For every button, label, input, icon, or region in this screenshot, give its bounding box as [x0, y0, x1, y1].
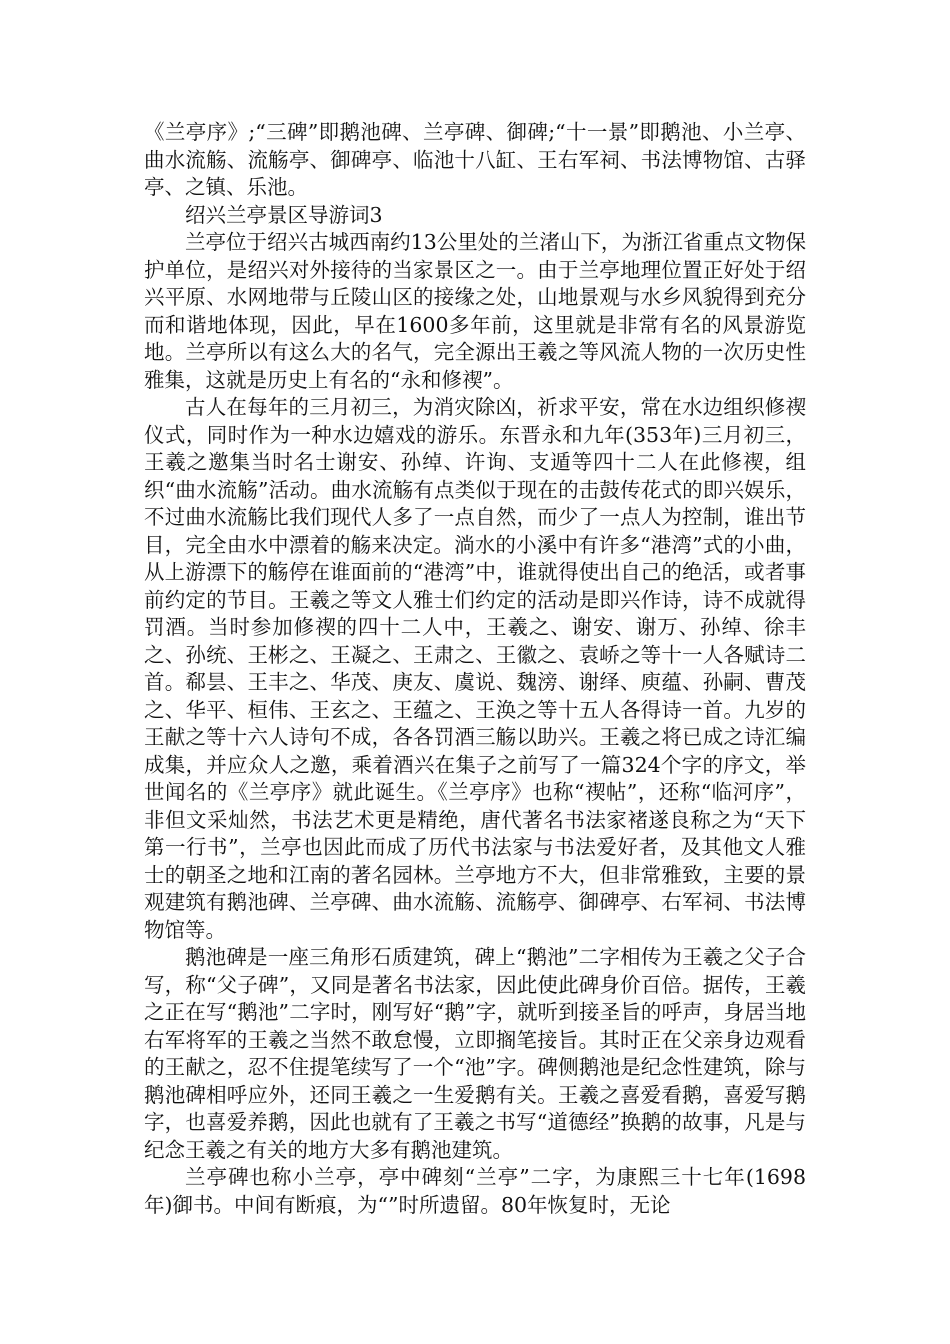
section-heading: 绍兴兰亭景区导游词3 — [185, 202, 383, 227]
paragraph-lanting-stele: 兰亭碑也称小兰亭，亭中碑刻“兰亭”二字，为康熙三十七年(1698年)御书。中间有断痕，为“”时所遗留。80年恢复时，无论 — [144, 1165, 806, 1217]
paragraph-intro: 兰亭位于绍兴古城西南约13公里处的兰渚山下，为浙江省重点文物保护单位，是绍兴对外接待的当家景区之一。由于兰亭地理位置正好处于绍兴平原、水网地带与丘陵山区的接缘之处，山地景观与水乡风貌得到充分而和谐地体现，因此，早在1600多年前，这里就是非常有名的风景游览地。兰亭所以有这么大的名气，完全源出王羲之等风流人物的一次历史性雅集，这就是历史上有名的“永和修禊”。 — [144, 230, 806, 392]
paragraph-xiuxi: 古人在每年的三月初三，为消灾除凶，祈求平安，常在水边组织修禊仪式，同时作为一种水边嬉戏的游乐。东晋永和九年(353年)三月初三，王羲之邀集当时名士谢安、孙绰、许询、支遁等四十二人在此修禊，组织“曲水流觞”活动。曲水流觞有点类似于现在的击鼓传花式的即兴娱乐，不过曲水流觞比我们现代人多了一点自然，而少了一点人为控制，谁出节目，完全由水中漂着的觞来决定。淌水的小溪中有许多“港湾”式的小曲，从上游漂下的觞停在谁面前的“港湾”中，谁就得使出自己的绝活，或者事前约定的节目。王羲之等文人雅士们约定的活动是即兴作诗，诗不成就得罚酒。当时参加修禊的四十二人中，王羲之、谢安、谢万、孙绰、徐丰之、孙统、王彬之、王凝之、王肃之、王徽之、袁峤之等十一人各赋诗二首。郗昙、王丰之、华茂、庚友、虞说、魏滂、谢绎、庾蕴、孙嗣、曹茂之、华平、桓伟、王玄之、王蕴之、王涣之等十五人各得诗一首。九岁的王献之等十六人诗句不成，各各罚酒三觞以助兴。王羲之将已成之诗汇编成集，并应众人之邀，乘着酒兴在集子之前写了一篇324个字的序文，举世闻名的《兰亭序》就此诞生。《兰亭序》也称“禊帖”，还称“临河序”，非但文采灿然，书法艺术更是精绝，唐代著名书法家褚遂良称之为“天下第一行书”，兰亭也因此而成了历代书法家与书法爱好者，及其他文人雅士的朝圣之地和江南的著名园林。兰亭地方不大，但非常雅致，主要的景观建筑有鹅池碑、兰亭碑、曲水流觞、流觞亭、御碑亭、右军祠、书法博物馆等。 — [144, 395, 806, 942]
document-body — [144, 119, 806, 1219]
paragraph-continuation: 《兰亭序》;“三碑”即鹅池碑、兰亭碑、御碑;“十一景”即鹅池、小兰亭、曲水流觞、流觞亭、御碑亭、临池十八缸、王右军祠、书法博物馆、古驿亭、之镇、乐池。 — [144, 120, 806, 199]
paragraph-echi-stele: 鹅池碑是一座三角形石质建筑，碑上“鹅池”二字相传为王羲之父子合写，称“父子碑”，又同是著名书法家，因此使此碑身价百倍。据传，王羲之正在写“鹅池”二字时，刚写好“鹅”字，就听到接圣旨的呼声，身居当地右军将军的王羲之当然不敢怠慢，立即搁笔接旨。其时正在父亲身边观看的王献之，忍不住提笔续写了一个“池”字。碑侧鹅池是纪念性建筑，除与鹅池碑相呼应外，还同王羲之一生爱鹅有关。王羲之喜爱看鹅，喜爱写鹅字，也喜爱养鹅，因此也就有了王羲之书写“道德经”换鹅的故事，凡是与纪念王羲之有关的地方大多有鹅池建筑。 — [144, 945, 806, 1162]
